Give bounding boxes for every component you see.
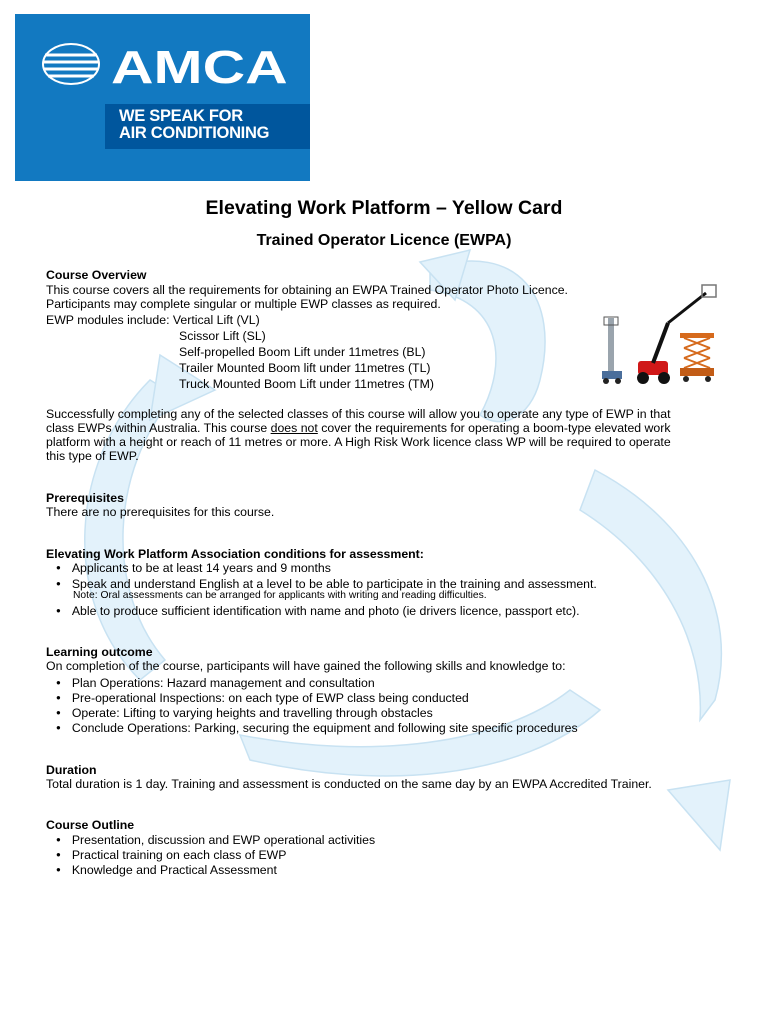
logo-brand-text: AMCA bbox=[111, 41, 288, 93]
does-not-emphasis: does not bbox=[270, 421, 318, 435]
overview-para-line-4: this type of EWP. bbox=[46, 449, 139, 463]
amca-logo bbox=[15, 14, 310, 181]
page-subtitle: Trained Operator Licence (EWPA) bbox=[256, 232, 512, 249]
overview-para-line-3: platform with a height or reach of 11 metres or more. A High Risk Work licence class WP will be required to operate bbox=[46, 435, 671, 449]
ewp-machines-illustration bbox=[598, 283, 728, 388]
module-item: Scissor Lift (SL) bbox=[179, 329, 266, 343]
globe-logo-icon bbox=[42, 43, 100, 85]
page-title: Elevating Work Platform – Yellow Card bbox=[205, 197, 563, 219]
prerequisites-heading: Prerequisites bbox=[46, 491, 124, 505]
outline-heading: Course Outline bbox=[46, 818, 135, 832]
module-item: Self-propelled Boom Lift under 11metres (BL) bbox=[179, 345, 426, 359]
learning-intro: On completion of the course, participants will have gained the following skills and knowledge to: bbox=[46, 659, 566, 673]
prerequisites-text: There are no prerequisites for this course. bbox=[46, 505, 275, 519]
overview-line-1: This course covers all the requirements for obtaining an EWPA Trained Operator Photo Licence. bbox=[46, 283, 568, 297]
overview-para-line-1: Successfully completing any of the selected classes of this course will allow you to operate any type of EWP in that bbox=[46, 407, 671, 421]
conditions-item: ● Applicants to be at least 14 years and 9 months bbox=[56, 561, 331, 577]
tagline-line-2: AIR CONDITIONING bbox=[119, 124, 270, 142]
learning-item: ● Conclude Operations: Parking, securing the equipment and following site specific procedures bbox=[56, 721, 578, 737]
learning-item: ● Operate: Lifting to varying heights and travelling through obstacles bbox=[56, 706, 433, 722]
outline-item: ● Practical training on each class of EWP bbox=[56, 848, 286, 864]
module-item: Truck Mounted Boom Lift under 11metres (TM) bbox=[179, 377, 434, 391]
overview-line-2: Participants may complete singular or multiple EWP classes as required. bbox=[46, 297, 441, 311]
conditions-note: Note: Oral assessments can be arranged for applicants with writing and reading difficulties. bbox=[73, 590, 487, 601]
overview-heading: Course Overview bbox=[46, 268, 147, 282]
conditions-heading: Elevating Work Platform Association conditions for assessment: bbox=[46, 547, 424, 561]
vertical-lift-icon bbox=[602, 317, 622, 384]
duration-heading: Duration bbox=[46, 763, 97, 777]
outline-item: ● Knowledge and Practical Assessment bbox=[56, 863, 277, 879]
logo-tagline bbox=[105, 104, 310, 149]
modules-label: EWP modules include: Vertical Lift (VL) bbox=[46, 313, 260, 327]
learning-heading: Learning outcome bbox=[46, 645, 153, 659]
learning-item: ● Pre-operational Inspections: on each type of EWP class being conducted bbox=[56, 691, 469, 707]
learning-item: ● Plan Operations: Hazard management and consultation bbox=[56, 676, 375, 692]
conditions-item: ● Speak and understand English at a level to be able to participate in the training and assessment. bbox=[56, 577, 597, 593]
conditions-item: ● Able to produce sufficient identification with name and photo (ie drivers licence, passport etc). bbox=[56, 604, 579, 620]
tagline-line-1: WE SPEAK FOR bbox=[119, 107, 243, 125]
duration-text: Total duration is 1 day. Training and assessment is conducted on the same day by an EWPA Accredited Trainer. bbox=[46, 777, 652, 791]
module-item: Trailer Mounted Boom lift under 11metres (TL) bbox=[179, 361, 431, 375]
scissor-lift-icon bbox=[680, 333, 714, 382]
outline-item: ● Presentation, discussion and EWP operational activities bbox=[56, 833, 375, 849]
overview-para-line-2: class EWPs within Australia. This course does not cover the requirements for operating a boom-type elevated work bbox=[46, 421, 671, 435]
